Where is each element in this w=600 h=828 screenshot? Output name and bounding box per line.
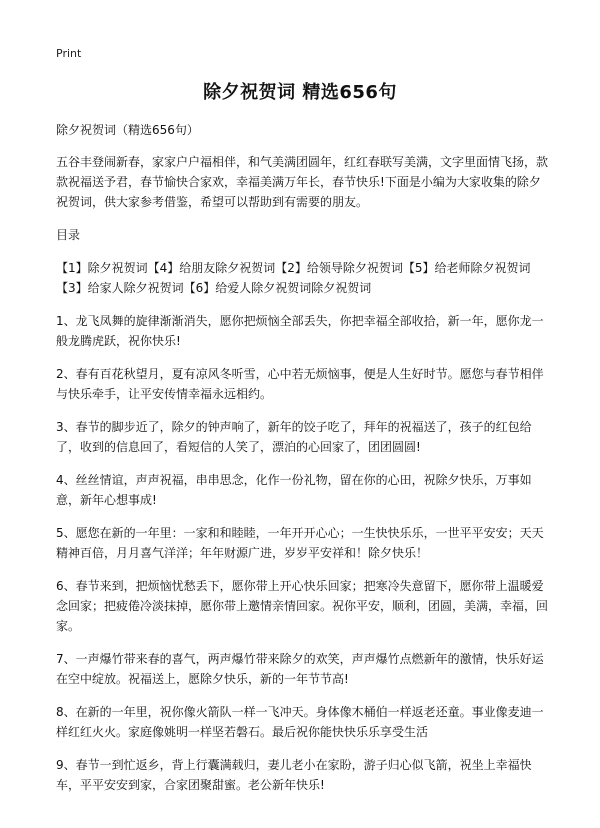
intro-paragraph: 五谷丰登闹新春，家家户户福相伴，和气美满团圆年，红红春联写美满，文字里面情飞扬，款款祝福送予君，春节愉快合家欢，幸福美满万年长，春节快乐!下面是小编为大家收集的除夕祝贺词，供大家参考借鉴，希望可以帮助到有需要的朋友。 xyxy=(56,155,549,209)
article-body xyxy=(56,120,548,808)
greeting-item-1: 1、龙飞凤舞的旋律渐渐消失，愿你把烦恼全部丢失，你把幸福全部收拾，新一年，愿你龙一般龙腾虎跃，祝你快乐! xyxy=(56,314,544,348)
page-title: 除夕祝贺词 精选656句 xyxy=(203,82,397,103)
greeting-item-3: 3、春节的脚步近了，除夕的钟声响了，新年的饺子吃了，拜年的祝福送了，孩子的红包给了，收到的信息回了，看短信的人笑了，漂泊的心回家了，团团圆圆! xyxy=(56,420,532,454)
toc-heading: 目录 xyxy=(56,228,81,242)
article-subtitle: 除夕祝贺词（精选656句） xyxy=(56,123,199,137)
toc-list: 【1】除夕祝贺词【4】给朋友除夕祝贺词【2】给领导除夕祝贺词【5】给老师除夕祝贺词【3】给家人除夕祝贺词【6】给爱人除夕祝贺词除夕祝贺词 xyxy=(56,261,531,295)
greeting-item-6: 6、春节来到，把烦恼忧愁丢下，愿你带上开心快乐回家；把寒冷失意留下，愿你带上温暖爱念回家；把疲倦冷淡抹掉，愿你带上邀情亲情回家。祝你平安，顺利，团圆，美满，幸福，回家。 xyxy=(56,579,549,633)
greeting-item-7: 7、一声爆竹带来春的喜气，两声爆竹带来除夕的欢笑，声声爆竹点燃新年的激情，快乐好运在空中绽放。祝福送上，愿除夕快乐，新的一年节节高! xyxy=(56,652,544,686)
greeting-item-2: 2、春有百花秋望月，夏有凉风冬听雪，心中若无烦恼事，便是人生好时节。愿您与春节相伴与快乐牵手，让平安传情幸福永远相约。 xyxy=(56,367,544,401)
greeting-item-4: 4、丝丝情谊，声声祝福，串串思念，化作一份礼物，留在你的心田，祝除夕快乐，万事如意，新年心想事成! xyxy=(56,473,532,507)
greeting-item-8: 8、在新的一年里，祝你像火箭队一样一飞冲天。身体像木桶伯一样返老还童。事业像麦迪一样红红火火。家庭像姚明一样坚若磐石。最后祝你能快快乐乐享受生活 xyxy=(56,705,544,739)
print-link[interactable]: Print xyxy=(56,47,82,60)
greeting-item-5: 5、愿您在新的一年里：一家和和睦睦，一年开开心心；一生快快乐乐，一世平平安安；天天精神百倍，月月喜气洋洋；年年财源广进，岁岁平安祥和！除夕快乐！ xyxy=(56,526,544,560)
greeting-item-9: 9、春节一到忙返乡，背上行囊满载归，妻儿老小在家盼，游子归心似飞箭，祝坐上幸福快车，平平安安到家，合家团聚甜蜜。老公新年快乐! xyxy=(56,758,532,792)
